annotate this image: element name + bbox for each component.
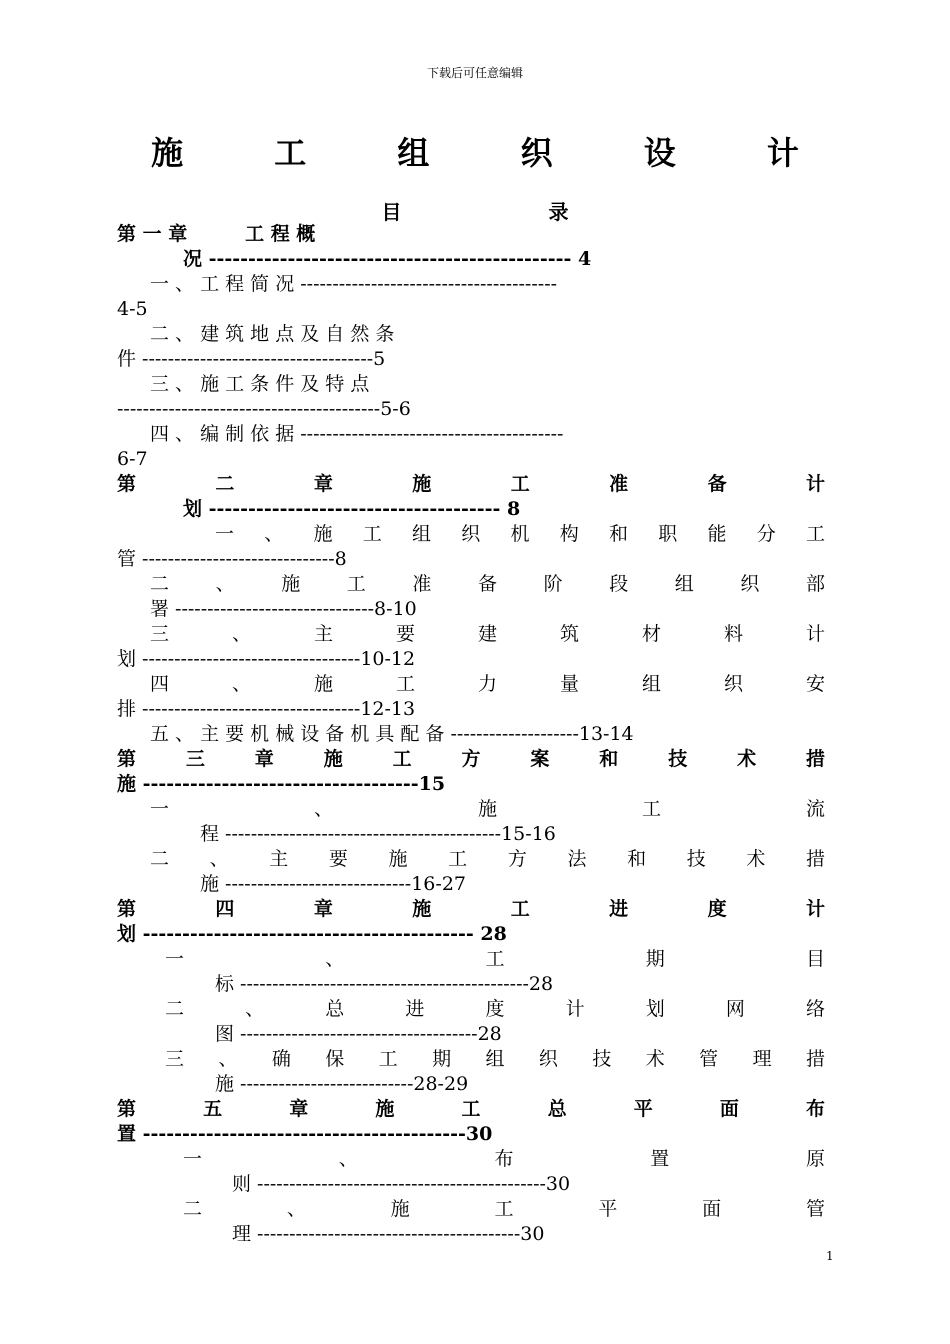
toc-item-cont: 施 ---------------------------28-29 [215, 1073, 469, 1095]
toc-chapter-2[interactable]: 第 二 章 施 工 准 备 计 [117, 473, 825, 495]
toc-heading: 目 录 [381, 200, 639, 224]
toc-item[interactable]: 一 、 布 置 原 [183, 1148, 825, 1170]
toc-item-cont: 理 -----------------------------------------30 [232, 1223, 545, 1245]
toc-item[interactable]: 一 、 工 程 简 况 ---------------------------------------- [150, 273, 558, 295]
page-title: 施 工 组 织 设 计 [151, 134, 839, 172]
toc-item-cont: 排 ----------------------------------12-13 [117, 698, 416, 720]
toc-item-cont: 4-5 [117, 298, 148, 320]
toc-item-cont: 图 -------------------------------------28 [215, 1023, 502, 1045]
toc-item[interactable]: 四 、 编 制 依 据 ----------------------------------------- [150, 423, 564, 445]
toc-item[interactable]: 一 、 施 工 组 织 机 构 和 职 能 分 工 [215, 523, 825, 545]
toc-chapter-3-cont[interactable]: 施 -----------------------------------15 [117, 773, 446, 795]
toc-item[interactable]: 三 、 主 要 建 筑 材 料 计 [150, 623, 825, 645]
toc-item[interactable]: 一 、 工 期 目 [165, 948, 825, 970]
toc-chapter-1[interactable]: 第 一 章 工 程 概 [117, 223, 316, 245]
toc-item[interactable]: 二 、 总 进 度 计 划 网 络 [165, 998, 825, 1020]
toc-item-cont: 署 -------------------------------8-10 [150, 598, 417, 620]
toc-chapter-5-cont[interactable]: 置 -----------------------------------------30 [117, 1123, 493, 1145]
page-number: 1 [826, 1249, 834, 1263]
toc-item[interactable]: 一 、 施 工 流 [150, 798, 825, 820]
toc-item-cont: -----------------------------------------5-6 [117, 398, 411, 420]
toc-item-cont: 施 -----------------------------16-27 [200, 873, 466, 895]
toc-item[interactable]: 四 、 施 工 力 量 组 织 安 [150, 673, 825, 695]
toc-item[interactable]: 五 、 主 要 机 械 设 备 机 具 配 备 --------------------13-14 [150, 723, 634, 745]
toc-chapter-3[interactable]: 第 三 章 施 工 方 案 和 技 术 措 [117, 748, 825, 770]
toc-item-cont: 划 ----------------------------------10-12 [117, 648, 416, 670]
toc-chapter-1-cont[interactable]: 况 ---------------------------------------------- 4 [183, 248, 592, 270]
toc-item[interactable]: 三 、 施 工 条 件 及 特 点 [150, 373, 370, 395]
toc-chapter-5[interactable]: 第 五 章 施 工 总 平 面 布 [117, 1098, 825, 1120]
toc-item[interactable]: 二 、 主 要 施 工 方 法 和 技 术 措 [150, 848, 825, 870]
toc-chapter-2-cont[interactable]: 划 ------------------------------------- 8 [183, 498, 521, 520]
toc-item[interactable]: 二 、 施 工 平 面 管 [183, 1198, 825, 1220]
toc-item-cont: 标 ---------------------------------------------28 [215, 973, 554, 995]
toc-chapter-4-cont[interactable]: 划 ------------------------------------------ 28 [117, 923, 507, 945]
toc-item[interactable]: 二 、 建 筑 地 点 及 自 然 条 [150, 323, 395, 345]
toc-item-cont: 程 -------------------------------------------15-16 [200, 823, 556, 845]
toc-item[interactable]: 二 、 施 工 准 备 阶 段 组 织 部 [150, 573, 825, 595]
toc-item-cont: 管 ------------------------------8 [117, 548, 347, 570]
toc-item-cont: 件 ------------------------------------5 [117, 348, 386, 370]
toc-item-cont: 则 ---------------------------------------------30 [232, 1173, 571, 1195]
toc-item[interactable]: 三 、 确 保 工 期 组 织 技 术 管 理 措 [165, 1048, 825, 1070]
page-header-note: 下载后可任意编辑 [426, 66, 523, 80]
toc-chapter-4[interactable]: 第 四 章 施 工 进 度 计 [117, 898, 825, 920]
toc-item-cont: 6-7 [117, 448, 148, 470]
